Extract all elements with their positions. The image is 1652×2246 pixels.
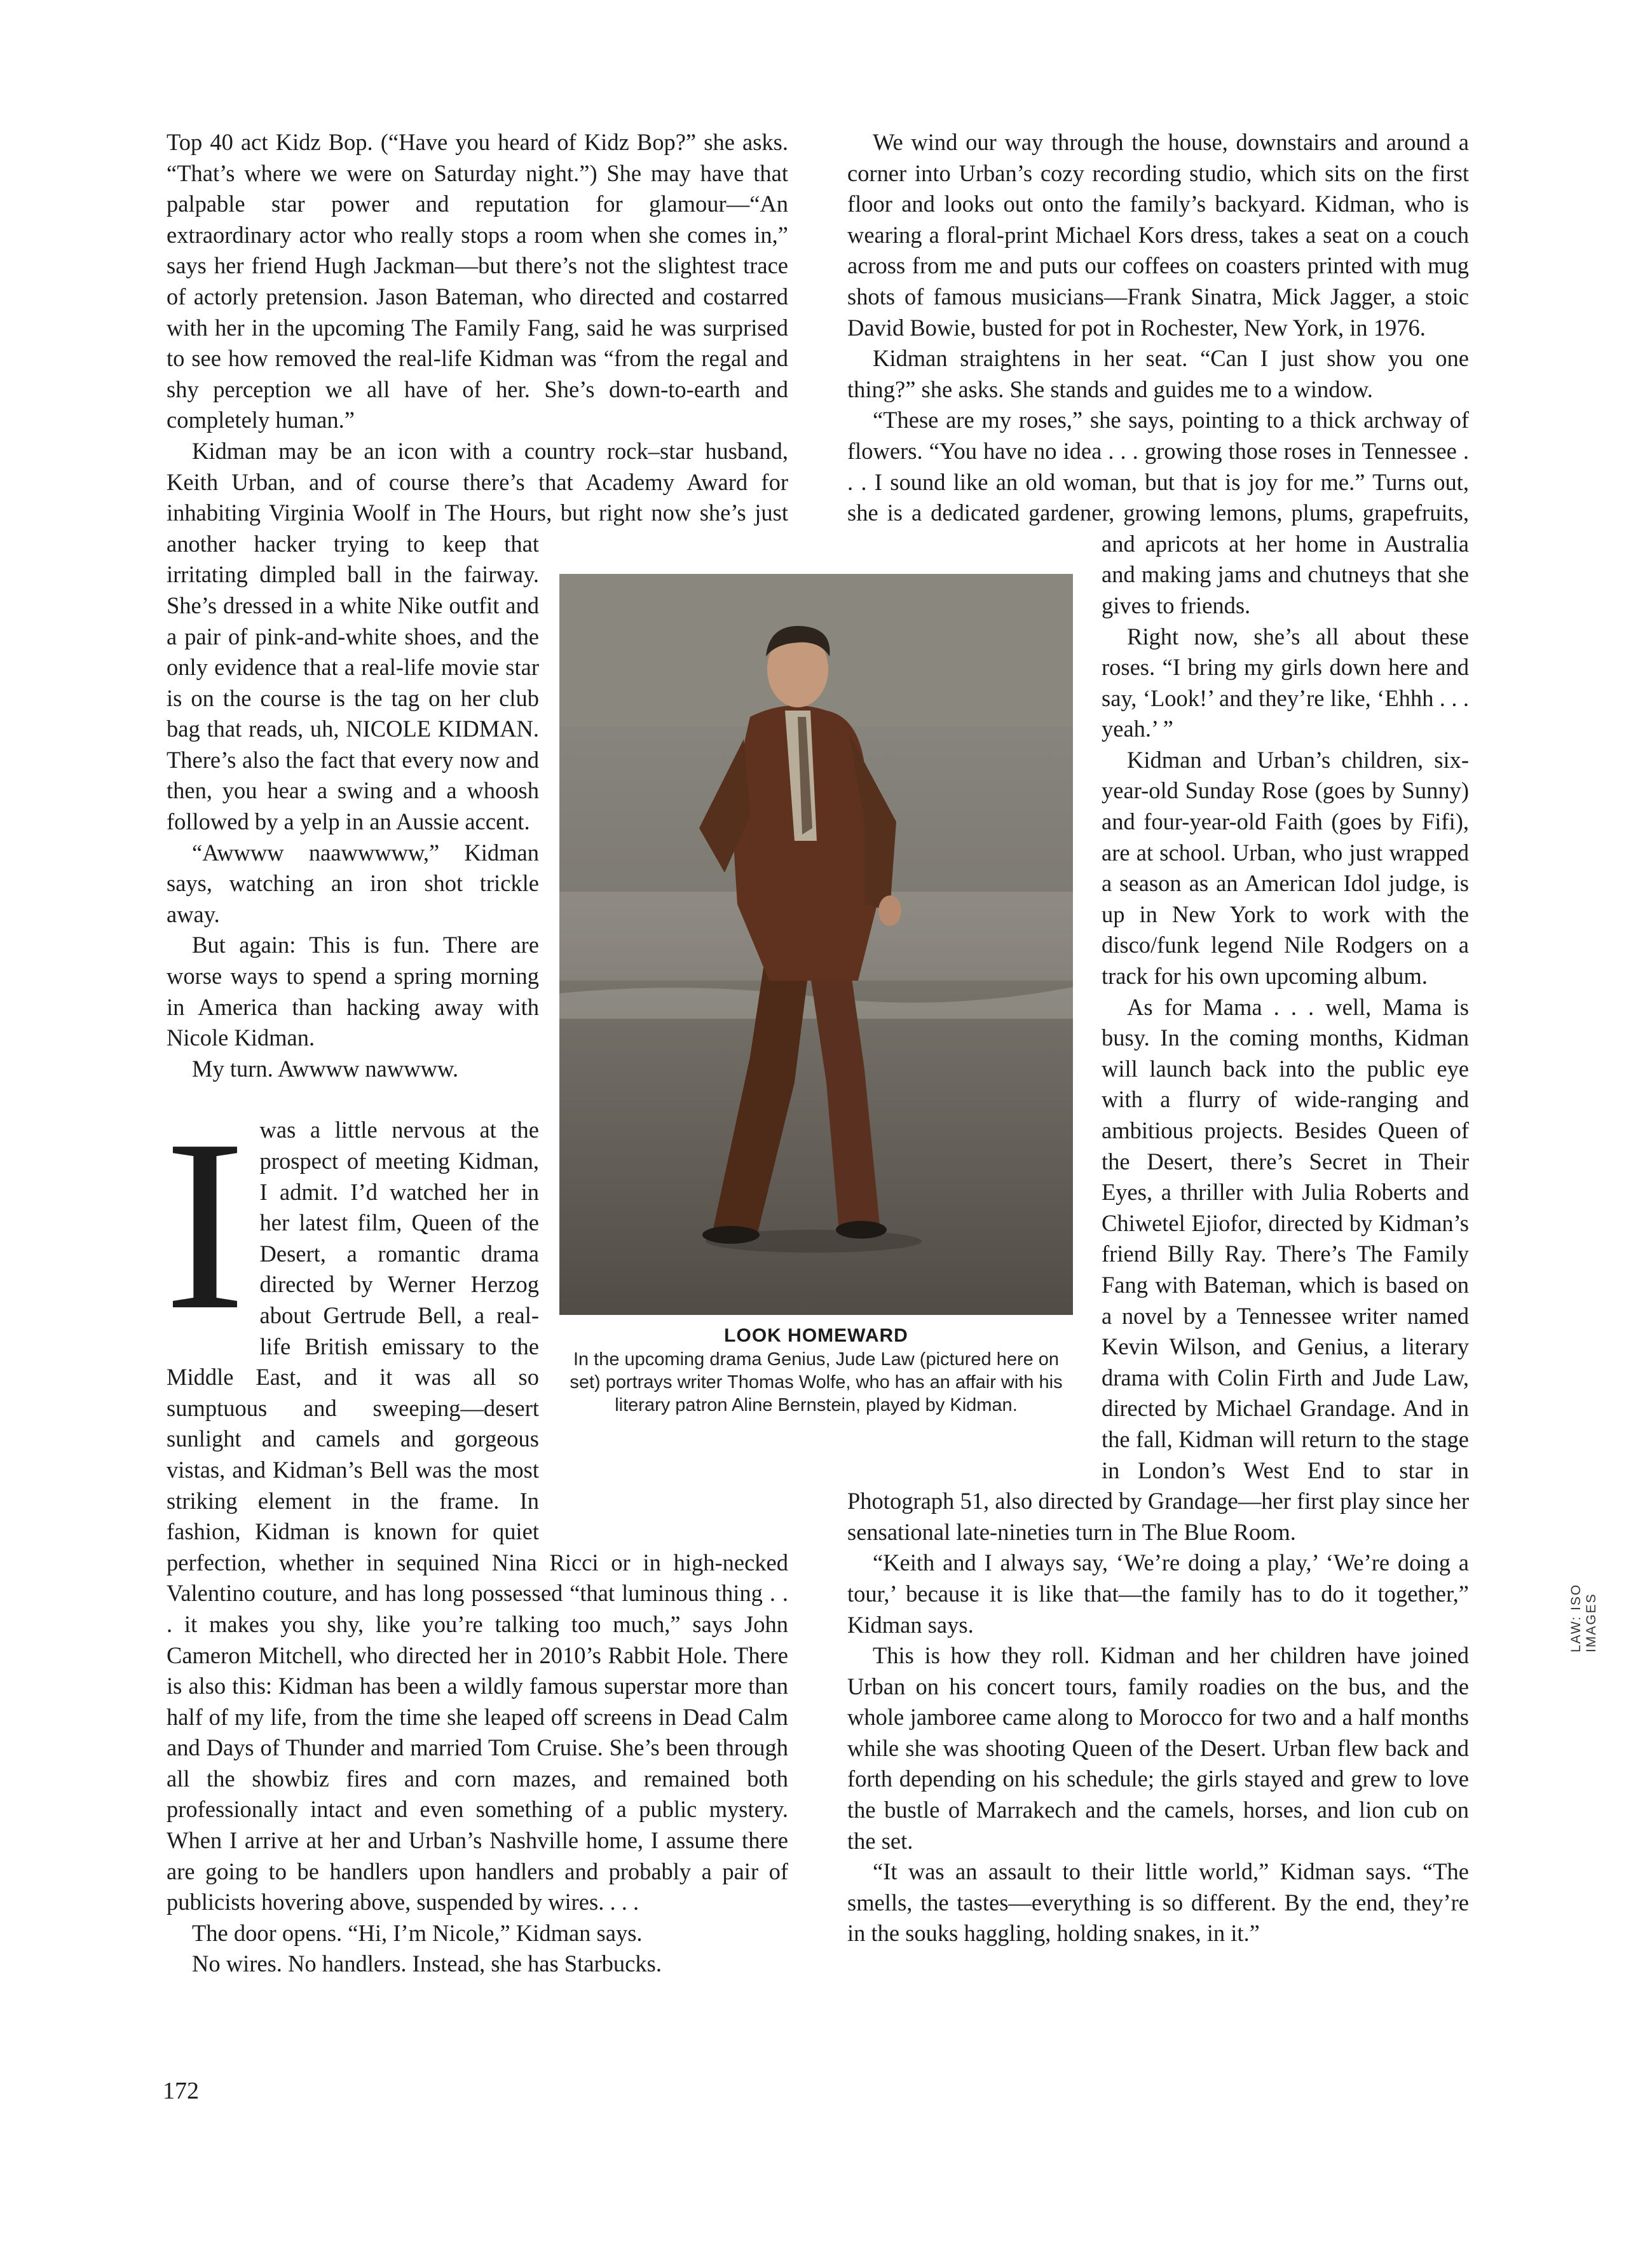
photo-credit: LAW: ISO IMAGES: [1569, 1583, 1599, 1652]
body-paragraph: We wind our way through the house, downstairs and around a corner into Urban’s cozy recording studio, which sits on the first floor and looks out onto the family’s backyard. Kidman, who is wearing a floral-print Michael Kors dress, takes a seat on a couch across from me and puts our coffees on coasters printed with mug shots of famous musicians—Frank Sinatra, Mick Jagger, a stoic David Bowie, busted for pot in Rochester, New York, in 1976.: [847, 129, 1469, 341]
page-number: 172: [163, 2078, 199, 2104]
body-paragraph: Kidman straightens in her seat. “Can I just show you one thing?” she asks. She stands and guides me to a window.: [847, 345, 1469, 402]
body-paragraph: Top 40 act Kidz Bop. (“Have you heard of Kidz Bop?” she asks. “That’s where we were on Saturday night.”) She may have that palpable star power and reputation for glamour—“An extraordinary actor who really stops a room when she comes in,” says her friend Hugh Jackman—but there’s not the slightest trace of actorly pretension. Jason Bateman, who directed and costarred with her in the upcoming The Family Fang, said he was surprised to see how removed the real-life Kidman was “from the regal and shy perception we all have of her. She’s down-to-earth and completely human.”: [167, 129, 788, 433]
body-paragraph: “It was an assault to their little world,” Kidman says. “The smells, the tastes—everything is so different. By the end, they’re in the souks haggling, holding snakes, in it.”: [847, 1858, 1469, 1947]
body-paragraph: My turn. Awwww nawwww.: [192, 1055, 459, 1082]
body-paragraph: As for Mama . . . well, Mama is busy. In the coming months, Kidman will launch back into the public eye with a flurry of wide-ranging and ambitious projects. Besides Queen of the Desert, there’s Secret in Their Eyes, a thriller with Julia Roberts and Chiwetel Ejiofor, directed by Kidman’s friend Billy Ray. There’s The Family Fang with Bateman, which is based on a novel by a Tennessee writer named Kevin Wilson, and Genius, a literary drama with Colin Firth and Jude Law, directed by Michael Grandage. And in the fall, Kidman will return to the stage in London’s West End to star in Photograph 51, also directed by Grandage—her first play since her sensational late-nineties turn in The Blue Room.: [847, 993, 1469, 1545]
body-paragraph: “Awwww naawwwww,” Kidman says, watching an iron shot trickle away.: [167, 839, 539, 927]
drop-cap: I: [164, 1089, 246, 1361]
body-paragraph: Kidman and Urban’s children, six-year-old Sunday Rose (goes by Sunny) and four-year-old Faith (goes by Fifi), are at school. Urban, who just wrapped a season as an American Idol judge, is up in New York to work with the disco/funk legend Nile Rodgers on a track for his own upcoming album.: [1102, 746, 1469, 990]
body-paragraph: No wires. No handlers. Instead, she has Starbucks.: [192, 1950, 662, 1977]
body-paragraph: “Keith and I always say, ‘We’re doing a play,’ ‘We’re doing a tour,’ because it is like that—the family has to do it together,” Kidman says.: [847, 1549, 1469, 1638]
photo-block: [559, 574, 1073, 1417]
body-paragraph: The door opens. “Hi, I’m Nicole,” Kidman says.: [192, 1919, 643, 1946]
caption-text: In the upcoming drama Genius, Jude Law (pictured here on set) portrays writer Thomas Wolfe, who has an affair with his literary patron Aline Bernstein, played by Kidman.: [570, 1349, 1063, 1415]
body-paragraph: But again: This is fun. There are worse ways to spend a spring morning in America than hacking away with Nicole Kidman.: [167, 932, 539, 1051]
photo-caption: [559, 1324, 1073, 1417]
body-paragraph-dropcap: Iwas a little nervous at the prospect of meeting Kidman, I admit. I’d watched her in her latest film, Queen of the Desert, a romantic drama directed by Werner Herzog about Gertrude Bell, a real-life British emissary to the Middle East, and it was all so sumptuous and sweeping—desert sunlight and camels and gorgeous vistas, and Kidman’s Bell was the most striking element in the frame. In fashion, Kidman is known for quiet perfection, whether in sequined Nina Ricci or in high-necked Valentino couture, and has long possessed “that luminous thing . . . it makes you shy, like you’re talking too much,” says John Cameron Mitchell, who directed her in 2010’s Rabbit Hole. There is also this: Kidman has been a wildly famous superstar more than half of my life, from the time she leaped off screens in Dead Calm and Days of Thunder and married Tom Cruise. She’s been through all the showbiz fires and corn mazes, and remained both professionally intact and even something of a public mystery. When I arrive at her and Urban’s Nashville home, I assume there are going to be handlers upon handlers and probably a pair of publicists hovering above, suspended by wires. . . .: [164, 1089, 788, 1916]
jude-law-photo: [559, 574, 1073, 1315]
body-paragraph: “These are my roses,” she says, pointing to a thick archway of flowers. “You have no idea . . . growing those roses in Tennessee . . . I sound like an old woman, but that is joy for me.” Turns out, she is a dedicated gardener, growing lemons, plums, grapefruits, and apricots at her home in Australia and making jams and chutneys that she gives to friends.: [847, 407, 1469, 618]
body-paragraph: This is how they roll. Kidman and her children have joined Urban on his concert tours, family roadies on the bus, and the whole jamboree came along to Morocco for two and a half months while she was shooting Queen of the Desert. Urban flew back and forth depending on his schedule; the girls stayed and grew to love the bustle of Marrakech and the camels, horses, and lion cub on the set.: [847, 1642, 1469, 1854]
body-paragraph: Right now, she’s all about these roses. “I bring my girls down here and say, ‘Look!’ and they’re like, ‘Ehhh . . . yeah.’ ”: [1102, 623, 1469, 742]
body-paragraph: Kidman may be an icon with a country rock–star husband, Keith Urban, and of course there’s that Academy Award for inhabiting Virginia Woolf in The Hours, but right now she’s just another hacker trying to keep that irritating dimpled ball in the fairway. She’s dressed in a white Nike outfit and a pair of pink-and-white shoes, and the only evidence that a real-life movie star is on the course is the tag on her club bag that reads, uh, NICOLE KIDMAN. There’s also the fact that every now and then, you hear a swing and a whoosh followed by a yelp in an Aussie accent.: [167, 437, 788, 835]
caption-heading: LOOK HOMEWARD: [724, 1325, 908, 1346]
